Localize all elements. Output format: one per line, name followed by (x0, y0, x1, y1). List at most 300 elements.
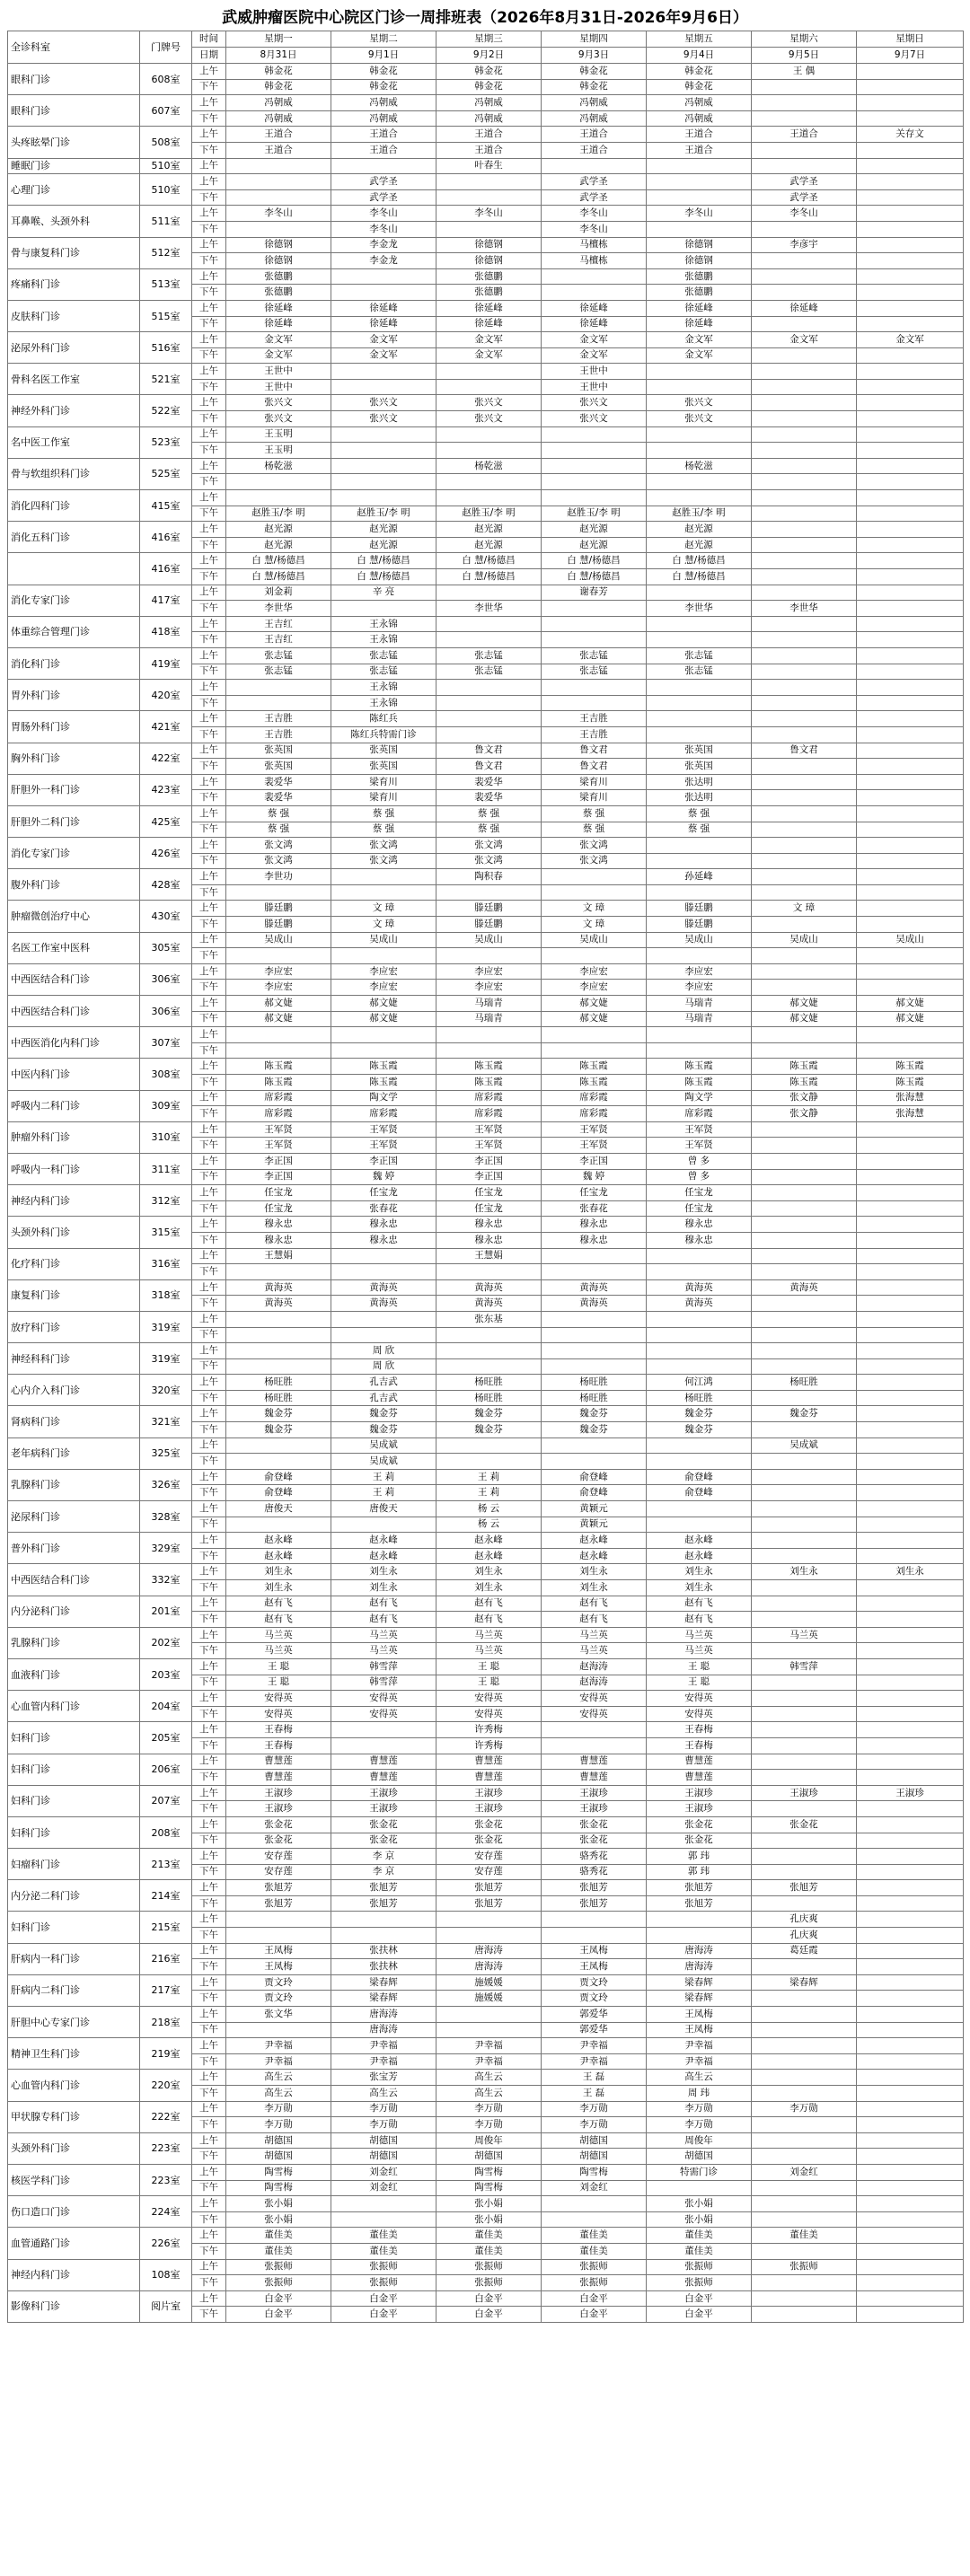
session-am: 上午 (192, 1912, 226, 1928)
doctor-cell: 张兴文 (542, 395, 647, 411)
doctor-cell: 张兴文 (226, 395, 331, 411)
session-pm: 下午 (192, 664, 226, 680)
doctor-cell (331, 426, 436, 443)
doctor-cell: 张文鸿 (436, 838, 542, 854)
doctor-cell: 冯朝威 (226, 95, 331, 111)
session-pm: 下午 (192, 884, 226, 901)
doctor-cell (857, 1895, 964, 1912)
doctor-cell (857, 174, 964, 190)
doctor-cell (647, 838, 752, 854)
doctor-cell (331, 1311, 436, 1327)
doctor-cell (857, 2007, 964, 2023)
doctor-cell: 白 慧/杨德昌 (436, 569, 542, 585)
doctor-cell: 周俊年 (436, 2132, 542, 2149)
doctor-cell (436, 474, 542, 490)
dept-name: 胸外科门诊 (8, 743, 140, 774)
doctor-cell (857, 1880, 964, 1896)
room-number: 516室 (140, 332, 192, 364)
table-row (8, 1627, 964, 1643)
doctor-cell (752, 2211, 857, 2228)
session-am: 上午 (192, 553, 226, 569)
doctor-cell: 张金花 (436, 1833, 542, 1849)
doctor-cell: 张金花 (436, 1816, 542, 1833)
doctor-cell: 王军贤 (647, 1121, 752, 1138)
doctor-cell: 张春花 (331, 1200, 436, 1217)
table-row (8, 206, 964, 222)
session-pm: 下午 (192, 189, 226, 206)
doctor-cell: 张志锰 (647, 664, 752, 680)
doctor-cell: 梁春辉 (331, 1991, 436, 2007)
doctor-cell: 徐德钢 (226, 253, 331, 269)
session-am: 上午 (192, 963, 226, 980)
header-date-label: 日期 (192, 48, 226, 64)
doctor-cell (226, 490, 331, 506)
doctor-cell: 郭 玮 (647, 1864, 752, 1880)
doctor-cell (752, 822, 857, 838)
room-number: 512室 (140, 237, 192, 268)
doctor-cell: 王道合 (647, 127, 752, 143)
table-row (8, 1311, 964, 1327)
doctor-cell (752, 1153, 857, 1169)
doctor-cell: 席彩霞 (436, 1090, 542, 1106)
doctor-cell (542, 869, 647, 885)
dept-name: 放疗科门诊 (8, 1311, 140, 1342)
doctor-cell: 赵永峰 (542, 1533, 647, 1549)
doctor-cell: 李金龙 (331, 253, 436, 269)
doctor-cell: 韩金花 (436, 64, 542, 80)
doctor-cell (436, 884, 542, 901)
session-pm: 下午 (192, 1232, 226, 1248)
doctor-cell: 王永锦 (331, 695, 436, 711)
doctor-cell: 王慧娟 (226, 1248, 331, 1264)
room-number: 416室 (140, 522, 192, 553)
doctor-cell: 冯朝威 (436, 95, 542, 111)
doctor-cell: 张振师 (647, 2275, 752, 2291)
doctor-cell: 王玉明 (226, 426, 331, 443)
doctor-cell: 吴成斌 (331, 1437, 436, 1454)
doctor-cell (647, 1327, 752, 1343)
doctor-cell: 张志锰 (542, 647, 647, 664)
session-am: 上午 (192, 1311, 226, 1327)
doctor-cell: 唐海涛 (647, 1959, 752, 1975)
doctor-cell (542, 490, 647, 506)
doctor-cell (436, 364, 542, 380)
doctor-cell: 尹幸福 (542, 2053, 647, 2070)
doctor-cell: 徐延峰 (752, 300, 857, 316)
doctor-cell: 李世华 (647, 601, 752, 617)
doctor-cell: 杨乾滋 (647, 458, 752, 474)
table-row (8, 2038, 964, 2054)
dept-name: 肝胆外一科门诊 (8, 774, 140, 805)
room-number: 308室 (140, 1059, 192, 1090)
doctor-cell: 王吉红 (226, 632, 331, 648)
doctor-cell (752, 1675, 857, 1691)
doctor-cell: 王道合 (331, 142, 436, 158)
doctor-cell (752, 1864, 857, 1880)
doctor-cell (857, 1279, 964, 1296)
doctor-cell: 王吉胜 (542, 711, 647, 727)
room-number: 510室 (140, 158, 192, 174)
doctor-cell: 张文华 (226, 2007, 331, 2023)
doctor-cell: 张文静 (752, 1090, 857, 1106)
doctor-cell (857, 822, 964, 838)
doctor-cell: 高生云 (226, 2070, 331, 2086)
room-number: 217室 (140, 1974, 192, 2006)
doctor-cell (436, 726, 542, 743)
doctor-cell (331, 474, 436, 490)
room-number: 319室 (140, 1311, 192, 1342)
table-row (8, 2259, 964, 2275)
doctor-cell (752, 426, 857, 443)
doctor-cell: 蔡 强 (331, 822, 436, 838)
doctor-cell: 白 慧/杨德昌 (331, 569, 436, 585)
doctor-cell (647, 632, 752, 648)
doctor-cell (752, 1296, 857, 1312)
table-row (8, 2164, 964, 2180)
doctor-cell: 陈玉霞 (542, 1059, 647, 1075)
doctor-cell: 王 莉 (331, 1485, 436, 1501)
room-number: 321室 (140, 1406, 192, 1437)
doctor-cell (857, 1849, 964, 1865)
doctor-cell (857, 1375, 964, 1391)
doctor-cell: 韩金花 (542, 64, 647, 80)
doctor-cell (752, 2290, 857, 2307)
doctor-cell: 郝文婕 (542, 996, 647, 1012)
doctor-cell: 董佳美 (226, 2243, 331, 2259)
doctor-cell: 李万勋 (331, 2101, 436, 2117)
doctor-cell: 王淑珍 (436, 1801, 542, 1817)
doctor-cell: 尹幸福 (226, 2053, 331, 2070)
doctor-cell (857, 2053, 964, 2070)
doctor-cell: 陈玉霞 (857, 1059, 964, 1075)
doctor-cell: 蔡 强 (542, 822, 647, 838)
table-row (8, 174, 964, 190)
doctor-cell (542, 474, 647, 490)
session-am: 上午 (192, 458, 226, 474)
doctor-cell (752, 522, 857, 538)
session-pm: 下午 (192, 1833, 226, 1849)
doctor-cell (436, 695, 542, 711)
doctor-cell (752, 1737, 857, 1754)
dept-name: 消化专家门诊 (8, 838, 140, 869)
doctor-cell: 王军贤 (226, 1121, 331, 1138)
header-row-weekdays (8, 31, 964, 48)
doctor-cell: 董佳美 (331, 2228, 436, 2244)
session-pm: 下午 (192, 2211, 226, 2228)
doctor-cell: 安得英 (331, 1691, 436, 1707)
doctor-cell: 张德鹏 (436, 268, 542, 285)
doctor-cell (331, 1327, 436, 1343)
doctor-cell (542, 458, 647, 474)
session-pm: 下午 (192, 2307, 226, 2323)
doctor-cell: 刘生永 (542, 1564, 647, 1580)
doctor-cell: 李 京 (331, 1864, 436, 1880)
doctor-cell (752, 347, 857, 364)
session-am: 上午 (192, 1343, 226, 1359)
doctor-cell: 鲁文君 (542, 759, 647, 775)
doctor-cell (857, 1358, 964, 1375)
room-number: 515室 (140, 300, 192, 331)
doctor-cell: 赵光源 (331, 537, 436, 553)
doctor-cell: 李世功 (226, 869, 331, 885)
session-pm: 下午 (192, 2022, 226, 2038)
doctor-cell (436, 1912, 542, 1928)
doctor-cell: 尹幸福 (436, 2038, 542, 2054)
doctor-cell: 高生云 (647, 2070, 752, 2086)
table-row (8, 585, 964, 601)
doctor-cell: 魏 婷 (331, 1169, 436, 1185)
doctor-cell: 曹慧莲 (436, 1770, 542, 1786)
doctor-cell: 陈玉霞 (857, 1075, 964, 1091)
doctor-cell (857, 1533, 964, 1549)
doctor-cell: 贾文玲 (226, 1991, 331, 2007)
doctor-cell: 杨 云 (436, 1501, 542, 1517)
doctor-cell (857, 2086, 964, 2102)
doctor-cell (857, 2307, 964, 2323)
doctor-cell: 张英国 (331, 759, 436, 775)
header-weekday: 星期日 (857, 31, 964, 48)
doctor-cell (542, 884, 647, 901)
table-row (8, 1375, 964, 1391)
doctor-cell (752, 726, 857, 743)
doctor-cell: 张小娟 (226, 2196, 331, 2212)
doctor-cell (752, 2132, 857, 2149)
doctor-cell (331, 869, 436, 885)
doctor-cell (752, 411, 857, 427)
doctor-cell: 王淑珍 (226, 1785, 331, 1801)
room-number: 309室 (140, 1090, 192, 1121)
doctor-cell: 董佳美 (542, 2228, 647, 2244)
table-row (8, 332, 964, 348)
room-number: 332室 (140, 1564, 192, 1596)
doctor-cell: 张文鸿 (436, 853, 542, 869)
doctor-cell (752, 1169, 857, 1185)
table-row (8, 1343, 964, 1359)
doctor-cell: 任宝龙 (226, 1185, 331, 1201)
doctor-cell: 张兴文 (647, 411, 752, 427)
session-pm: 下午 (192, 2086, 226, 2102)
table-row (8, 1816, 964, 1833)
doctor-cell: 尹幸福 (436, 2053, 542, 2070)
doctor-cell: 王 莉 (331, 1469, 436, 1485)
doctor-cell (331, 1737, 436, 1754)
doctor-cell: 梁育川 (542, 790, 647, 806)
doctor-cell: 赵有飞 (542, 1596, 647, 1612)
session-pm: 下午 (192, 2275, 226, 2291)
doctor-cell: 王吉胜 (226, 726, 331, 743)
doctor-cell (436, 680, 542, 696)
dept-name: 核医学科门诊 (8, 2164, 140, 2195)
doctor-cell (542, 1722, 647, 1738)
doctor-cell (331, 1042, 436, 1059)
table-row (8, 616, 964, 632)
room-number: 425室 (140, 805, 192, 837)
doctor-cell: 白 慧/杨德昌 (226, 553, 331, 569)
header-date: 9月7日 (857, 48, 964, 64)
doctor-cell (857, 1138, 964, 1154)
doctor-cell (647, 1501, 752, 1517)
doctor-cell (857, 1833, 964, 1849)
doctor-cell: 王凤梅 (542, 1943, 647, 1959)
doctor-cell: 李世华 (752, 601, 857, 617)
table-row (8, 553, 964, 569)
doctor-cell (752, 537, 857, 553)
doctor-cell: 周 欣 (331, 1358, 436, 1375)
doctor-cell (857, 1042, 964, 1059)
doctor-cell: 张海慧 (857, 1090, 964, 1106)
doctor-cell: 王道合 (331, 127, 436, 143)
table-row (8, 1533, 964, 1549)
doctor-cell (226, 1437, 331, 1454)
doctor-cell (647, 1454, 752, 1470)
doctor-cell: 黄颖元 (542, 1501, 647, 1517)
doctor-cell: 蔡 强 (542, 805, 647, 822)
doctor-cell (752, 1138, 857, 1154)
doctor-cell (542, 632, 647, 648)
doctor-cell (752, 1200, 857, 1217)
doctor-cell: 魏金芬 (542, 1406, 647, 1422)
table-row (8, 1121, 964, 1138)
room-number: 426室 (140, 838, 192, 869)
header-weekday: 星期三 (436, 31, 542, 48)
doctor-cell (857, 1612, 964, 1628)
table-row (8, 2290, 964, 2307)
dept-name: 胃外科门诊 (8, 680, 140, 711)
session-am: 上午 (192, 1785, 226, 1801)
doctor-cell: 徐延峰 (647, 316, 752, 332)
session-pm: 下午 (192, 1485, 226, 1501)
session-am: 上午 (192, 426, 226, 443)
doctor-cell: 张东基 (436, 1311, 542, 1327)
doctor-cell (857, 506, 964, 522)
doctor-cell: 杨旺胜 (226, 1390, 331, 1406)
doctor-cell: 李冬山 (436, 206, 542, 222)
doctor-cell: 王道合 (436, 142, 542, 158)
doctor-cell: 施媛媛 (436, 1991, 542, 2007)
dept-name: 中西医结合科门诊 (8, 963, 140, 995)
table-row (8, 1691, 964, 1707)
doctor-cell: 王 莉 (436, 1485, 542, 1501)
doctor-cell (752, 2149, 857, 2165)
doctor-cell: 王 聪 (226, 1675, 331, 1691)
doctor-cell (436, 711, 542, 727)
doctor-cell (647, 711, 752, 727)
table-row (8, 647, 964, 664)
doctor-cell: 蔡 强 (331, 805, 436, 822)
room-number: 511室 (140, 206, 192, 237)
doctor-cell: 张小娟 (436, 2196, 542, 2212)
doctor-cell (752, 79, 857, 95)
doctor-cell: 白 慧/杨德昌 (647, 569, 752, 585)
session-pm: 下午 (192, 142, 226, 158)
dept-name: 妇科门诊 (8, 1754, 140, 1785)
doctor-cell (857, 1596, 964, 1612)
doctor-cell: 曾 多 (647, 1169, 752, 1185)
session-am: 上午 (192, 869, 226, 885)
doctor-cell: 刘生永 (331, 1564, 436, 1580)
doctor-cell: 杨旺胜 (647, 1390, 752, 1406)
doctor-cell: 叶春生 (436, 158, 542, 174)
doctor-cell (331, 458, 436, 474)
doctor-cell: 穆永忠 (331, 1232, 436, 1248)
doctor-cell (436, 948, 542, 964)
session-pm: 下午 (192, 1643, 226, 1659)
doctor-cell: 王凤梅 (647, 2022, 752, 2038)
doctor-cell: 郝文婕 (752, 996, 857, 1012)
doctor-cell (752, 680, 857, 696)
doctor-cell (331, 285, 436, 301)
session-am: 上午 (192, 127, 226, 143)
doctor-cell (331, 1928, 436, 1944)
doctor-cell (436, 189, 542, 206)
dept-name: 化疗科门诊 (8, 1248, 140, 1279)
doctor-cell (752, 1643, 857, 1659)
doctor-cell (542, 1928, 647, 1944)
doctor-cell (752, 1343, 857, 1359)
doctor-cell: 陈红兵 (331, 711, 436, 727)
doctor-cell: 高生云 (436, 2086, 542, 2102)
doctor-cell: 张金花 (542, 1816, 647, 1833)
doctor-cell: 张达明 (647, 790, 752, 806)
room-number: 201室 (140, 1596, 192, 1627)
session-pm: 下午 (192, 1390, 226, 1406)
room-number: 223室 (140, 2164, 192, 2195)
doctor-cell: 孔吉武 (331, 1375, 436, 1391)
doctor-cell (752, 1849, 857, 1865)
doctor-cell: 张兴文 (647, 395, 752, 411)
dept-name: 胃肠外科门诊 (8, 711, 140, 743)
doctor-cell: 马兰英 (331, 1627, 436, 1643)
table-row (8, 1090, 964, 1106)
doctor-cell (857, 743, 964, 759)
doctor-cell: 安得英 (226, 1691, 331, 1707)
room-number: 326室 (140, 1469, 192, 1500)
dept-name: 妇科门诊 (8, 1816, 140, 1848)
doctor-cell (857, 553, 964, 569)
doctor-cell: 梁春辉 (331, 1974, 436, 1991)
doctor-cell (436, 1343, 542, 1359)
doctor-cell: 王淑珍 (542, 1785, 647, 1801)
doctor-cell: 王春梅 (226, 1737, 331, 1754)
dept-name: 血液科门诊 (8, 1658, 140, 1690)
session-am: 上午 (192, 901, 226, 917)
doctor-cell (857, 632, 964, 648)
room-number: 318室 (140, 1279, 192, 1311)
doctor-cell: 冯朝威 (331, 110, 436, 127)
doctor-cell (752, 1991, 857, 2007)
doctor-cell: 陈玉霞 (752, 1075, 857, 1091)
doctor-cell: 赵有飞 (226, 1612, 331, 1628)
doctor-cell: 吴成斌 (752, 1437, 857, 1454)
doctor-cell: 韩金花 (647, 64, 752, 80)
doctor-cell: 蔡 强 (647, 805, 752, 822)
doctor-cell: 徐延峰 (542, 316, 647, 332)
table-row (8, 1248, 964, 1264)
doctor-cell (542, 1327, 647, 1343)
doctor-cell: 张扶林 (331, 1959, 436, 1975)
dept-name: 肝胆外二科门诊 (8, 805, 140, 837)
doctor-cell: 李正国 (436, 1153, 542, 1169)
doctor-cell: 席彩霞 (226, 1090, 331, 1106)
doctor-cell (857, 64, 964, 80)
doctor-cell (647, 426, 752, 443)
table-row (8, 237, 964, 253)
table-row (8, 680, 964, 696)
session-pm: 下午 (192, 726, 226, 743)
doctor-cell: 冯朝威 (647, 95, 752, 111)
doctor-cell: 张英国 (647, 743, 752, 759)
doctor-cell: 魏金芬 (331, 1422, 436, 1438)
